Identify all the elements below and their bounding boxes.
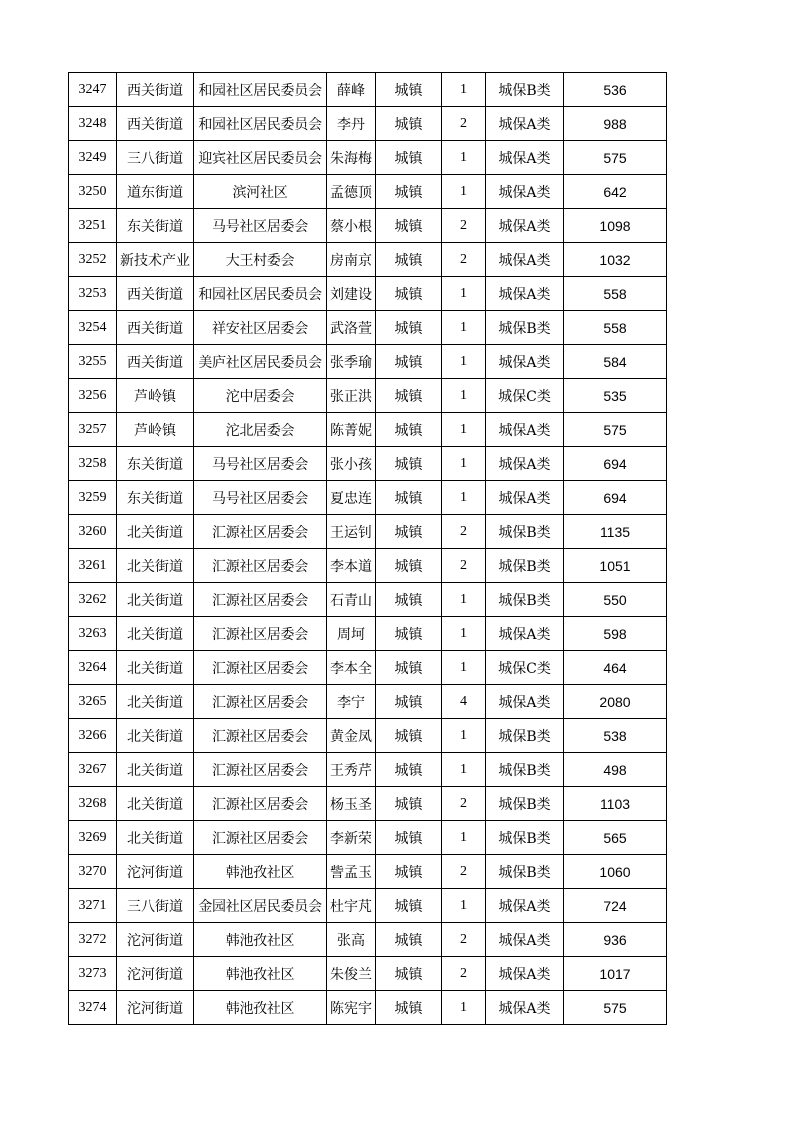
member-count-cell: 2 — [442, 787, 486, 821]
member-count-cell: 1 — [442, 345, 486, 379]
street-cell: 北关街道 — [117, 651, 194, 685]
street-cell: 西关街道 — [117, 73, 194, 107]
table-row — [69, 923, 667, 957]
record-id-cell: 3260 — [69, 515, 117, 549]
name-cell: 张小孩 — [327, 447, 376, 481]
community-cell: 祥安社区居委会 — [194, 311, 327, 345]
record-id-cell: 3252 — [69, 243, 117, 277]
member-count-cell: 1 — [442, 277, 486, 311]
subsidy-category-cell: 城保B类 — [486, 719, 564, 753]
table-row — [69, 73, 667, 107]
street-cell: 沱河街道 — [117, 957, 194, 991]
household-type-cell: 城镇 — [376, 345, 442, 379]
record-id-cell: 3261 — [69, 549, 117, 583]
name-cell: 朱海梅 — [327, 141, 376, 175]
subsidy-category-cell: 城保A类 — [486, 889, 564, 923]
name-cell: 杨玉圣 — [327, 787, 376, 821]
name-cell: 刘建设 — [327, 277, 376, 311]
community-cell: 马号社区居委会 — [194, 481, 327, 515]
amount-cell: 536 — [564, 73, 667, 107]
community-cell: 滨河社区 — [194, 175, 327, 209]
record-id-cell: 3273 — [69, 957, 117, 991]
amount-cell: 464 — [564, 651, 667, 685]
household-type-cell: 城镇 — [376, 481, 442, 515]
street-cell: 芦岭镇 — [117, 379, 194, 413]
member-count-cell: 1 — [442, 175, 486, 209]
street-cell: 沱河街道 — [117, 923, 194, 957]
street-cell: 北关街道 — [117, 617, 194, 651]
name-cell: 薛峰 — [327, 73, 376, 107]
household-type-cell: 城镇 — [376, 413, 442, 447]
street-cell: 北关街道 — [117, 549, 194, 583]
subsidy-category-cell: 城保A类 — [486, 277, 564, 311]
subsidy-category-cell: 城保A类 — [486, 991, 564, 1025]
community-cell: 大王村委会 — [194, 243, 327, 277]
amount-cell: 694 — [564, 447, 667, 481]
name-cell: 蔡小根 — [327, 209, 376, 243]
subsidy-category-cell: 城保A类 — [486, 923, 564, 957]
street-cell: 东关街道 — [117, 481, 194, 515]
amount-cell: 535 — [564, 379, 667, 413]
table-row — [69, 583, 667, 617]
table-row — [69, 481, 667, 515]
household-type-cell: 城镇 — [376, 719, 442, 753]
table-row — [69, 379, 667, 413]
record-id-cell: 3257 — [69, 413, 117, 447]
community-cell: 汇源社区居委会 — [194, 583, 327, 617]
member-count-cell: 4 — [442, 685, 486, 719]
table-row — [69, 685, 667, 719]
name-cell: 周坷 — [327, 617, 376, 651]
subsidy-category-cell: 城保A类 — [486, 209, 564, 243]
record-id-cell: 3272 — [69, 923, 117, 957]
record-id-cell: 3266 — [69, 719, 117, 753]
amount-cell: 575 — [564, 141, 667, 175]
street-cell: 道东街道 — [117, 175, 194, 209]
community-cell: 汇源社区居委会 — [194, 821, 327, 855]
table-row — [69, 957, 667, 991]
community-cell: 汇源社区居委会 — [194, 685, 327, 719]
member-count-cell: 2 — [442, 855, 486, 889]
amount-cell: 1135 — [564, 515, 667, 549]
amount-cell: 2080 — [564, 685, 667, 719]
amount-cell: 538 — [564, 719, 667, 753]
name-cell: 李丹 — [327, 107, 376, 141]
community-cell: 汇源社区居委会 — [194, 719, 327, 753]
amount-cell: 1103 — [564, 787, 667, 821]
member-count-cell: 1 — [442, 821, 486, 855]
street-cell: 西关街道 — [117, 277, 194, 311]
member-count-cell: 1 — [442, 991, 486, 1025]
community-cell: 和园社区居民委员会 — [194, 73, 327, 107]
community-cell: 沱中居委会 — [194, 379, 327, 413]
subsidy-category-cell: 城保B类 — [486, 311, 564, 345]
subsidy-category-cell: 城保B类 — [486, 583, 564, 617]
community-cell: 美庐社区居民委员会 — [194, 345, 327, 379]
subsidy-category-cell: 城保A类 — [486, 481, 564, 515]
table-row — [69, 549, 667, 583]
name-cell: 陈菁妮 — [327, 413, 376, 447]
table-row — [69, 651, 667, 685]
table-row — [69, 515, 667, 549]
subsidy-category-cell: 城保A类 — [486, 107, 564, 141]
household-type-cell: 城镇 — [376, 889, 442, 923]
household-type-cell: 城镇 — [376, 277, 442, 311]
table-row — [69, 243, 667, 277]
street-cell: 三八街道 — [117, 889, 194, 923]
community-cell: 韩池孜社区 — [194, 855, 327, 889]
table-row — [69, 719, 667, 753]
record-id-cell: 3254 — [69, 311, 117, 345]
member-count-cell: 1 — [442, 447, 486, 481]
table-row — [69, 991, 667, 1025]
member-count-cell: 1 — [442, 379, 486, 413]
name-cell: 杜宇芃 — [327, 889, 376, 923]
member-count-cell: 2 — [442, 209, 486, 243]
household-type-cell: 城镇 — [376, 583, 442, 617]
subsidy-category-cell: 城保B类 — [486, 549, 564, 583]
record-id-cell: 3270 — [69, 855, 117, 889]
name-cell: 石青山 — [327, 583, 376, 617]
recipient-table — [68, 72, 667, 1025]
name-cell: 黄金凤 — [327, 719, 376, 753]
record-id-cell: 3262 — [69, 583, 117, 617]
member-count-cell: 1 — [442, 719, 486, 753]
amount-cell: 1051 — [564, 549, 667, 583]
member-count-cell: 1 — [442, 481, 486, 515]
name-cell: 王运钊 — [327, 515, 376, 549]
table-row — [69, 175, 667, 209]
member-count-cell: 1 — [442, 311, 486, 345]
subsidy-category-cell: 城保A类 — [486, 413, 564, 447]
subsidy-category-cell: 城保A类 — [486, 243, 564, 277]
subsidy-category-cell: 城保A类 — [486, 685, 564, 719]
community-cell: 汇源社区居委会 — [194, 651, 327, 685]
record-id-cell: 3274 — [69, 991, 117, 1025]
community-cell: 汇源社区居委会 — [194, 753, 327, 787]
member-count-cell: 1 — [442, 413, 486, 447]
name-cell: 张季瑜 — [327, 345, 376, 379]
member-count-cell: 2 — [442, 107, 486, 141]
street-cell: 沱河街道 — [117, 855, 194, 889]
household-type-cell: 城镇 — [376, 685, 442, 719]
amount-cell: 988 — [564, 107, 667, 141]
table-row — [69, 447, 667, 481]
amount-cell: 598 — [564, 617, 667, 651]
member-count-cell: 1 — [442, 141, 486, 175]
community-cell: 马号社区居委会 — [194, 209, 327, 243]
amount-cell: 1032 — [564, 243, 667, 277]
name-cell: 李宁 — [327, 685, 376, 719]
household-type-cell: 城镇 — [376, 243, 442, 277]
member-count-cell: 2 — [442, 549, 486, 583]
subsidy-category-cell: 城保A类 — [486, 447, 564, 481]
record-id-cell: 3259 — [69, 481, 117, 515]
member-count-cell: 1 — [442, 753, 486, 787]
household-type-cell: 城镇 — [376, 175, 442, 209]
record-id-cell: 3265 — [69, 685, 117, 719]
community-cell: 汇源社区居委会 — [194, 549, 327, 583]
name-cell: 李新荣 — [327, 821, 376, 855]
name-cell: 王秀芹 — [327, 753, 376, 787]
household-type-cell: 城镇 — [376, 923, 442, 957]
amount-cell: 724 — [564, 889, 667, 923]
household-type-cell: 城镇 — [376, 753, 442, 787]
amount-cell: 558 — [564, 277, 667, 311]
name-cell: 张正洪 — [327, 379, 376, 413]
name-cell: 孟德顶 — [327, 175, 376, 209]
community-cell: 汇源社区居委会 — [194, 787, 327, 821]
community-cell: 迎宾社区居民委员会 — [194, 141, 327, 175]
street-cell: 北关街道 — [117, 753, 194, 787]
community-cell: 金园社区居民委员会 — [194, 889, 327, 923]
street-cell: 西关街道 — [117, 311, 194, 345]
street-cell: 北关街道 — [117, 821, 194, 855]
table-row — [69, 311, 667, 345]
table-row — [69, 821, 667, 855]
household-type-cell: 城镇 — [376, 209, 442, 243]
household-type-cell: 城镇 — [376, 957, 442, 991]
table-row — [69, 889, 667, 923]
table-row — [69, 413, 667, 447]
amount-cell: 1060 — [564, 855, 667, 889]
street-cell: 北关街道 — [117, 583, 194, 617]
record-id-cell: 3247 — [69, 73, 117, 107]
amount-cell: 558 — [564, 311, 667, 345]
member-count-cell: 2 — [442, 243, 486, 277]
community-cell: 马号社区居委会 — [194, 447, 327, 481]
community-cell: 汇源社区居委会 — [194, 617, 327, 651]
amount-cell: 575 — [564, 991, 667, 1025]
street-cell: 东关街道 — [117, 447, 194, 481]
street-cell: 西关街道 — [117, 107, 194, 141]
table-body — [69, 73, 667, 1025]
amount-cell: 694 — [564, 481, 667, 515]
member-count-cell: 1 — [442, 583, 486, 617]
name-cell: 陈宪宇 — [327, 991, 376, 1025]
subsidy-category-cell: 城保A类 — [486, 175, 564, 209]
subsidy-category-cell: 城保C类 — [486, 379, 564, 413]
household-type-cell: 城镇 — [376, 651, 442, 685]
household-type-cell: 城镇 — [376, 107, 442, 141]
member-count-cell: 2 — [442, 957, 486, 991]
amount-cell: 1098 — [564, 209, 667, 243]
record-id-cell: 3253 — [69, 277, 117, 311]
name-cell: 訾孟玉 — [327, 855, 376, 889]
community-cell: 和园社区居民委员会 — [194, 107, 327, 141]
record-id-cell: 3248 — [69, 107, 117, 141]
community-cell: 韩池孜社区 — [194, 957, 327, 991]
subsidy-category-cell: 城保A类 — [486, 957, 564, 991]
community-cell: 韩池孜社区 — [194, 923, 327, 957]
record-id-cell: 3269 — [69, 821, 117, 855]
household-type-cell: 城镇 — [376, 549, 442, 583]
amount-cell: 565 — [564, 821, 667, 855]
street-cell: 芦岭镇 — [117, 413, 194, 447]
community-cell: 韩池孜社区 — [194, 991, 327, 1025]
community-cell: 汇源社区居委会 — [194, 515, 327, 549]
street-cell: 北关街道 — [117, 515, 194, 549]
amount-cell: 498 — [564, 753, 667, 787]
table-row — [69, 855, 667, 889]
street-cell: 北关街道 — [117, 685, 194, 719]
community-cell: 和园社区居民委员会 — [194, 277, 327, 311]
household-type-cell: 城镇 — [376, 447, 442, 481]
subsidy-category-cell: 城保A类 — [486, 617, 564, 651]
community-cell: 沱北居委会 — [194, 413, 327, 447]
name-cell: 张高 — [327, 923, 376, 957]
table-row — [69, 753, 667, 787]
record-id-cell: 3258 — [69, 447, 117, 481]
member-count-cell: 1 — [442, 889, 486, 923]
table-row — [69, 107, 667, 141]
household-type-cell: 城镇 — [376, 515, 442, 549]
record-id-cell: 3263 — [69, 617, 117, 651]
record-id-cell: 3255 — [69, 345, 117, 379]
subsidy-category-cell: 城保A类 — [486, 141, 564, 175]
household-type-cell: 城镇 — [376, 821, 442, 855]
household-type-cell: 城镇 — [376, 787, 442, 821]
name-cell: 房南京 — [327, 243, 376, 277]
street-cell: 西关街道 — [117, 345, 194, 379]
amount-cell: 550 — [564, 583, 667, 617]
member-count-cell: 1 — [442, 73, 486, 107]
amount-cell: 936 — [564, 923, 667, 957]
name-cell: 朱俊兰 — [327, 957, 376, 991]
member-count-cell: 2 — [442, 923, 486, 957]
record-id-cell: 3267 — [69, 753, 117, 787]
amount-cell: 1017 — [564, 957, 667, 991]
household-type-cell: 城镇 — [376, 379, 442, 413]
street-cell: 东关街道 — [117, 209, 194, 243]
street-cell: 新技术产业 — [117, 243, 194, 277]
name-cell: 李本全 — [327, 651, 376, 685]
record-id-cell: 3264 — [69, 651, 117, 685]
street-cell: 北关街道 — [117, 787, 194, 821]
name-cell: 李本道 — [327, 549, 376, 583]
subsidy-category-cell: 城保B类 — [486, 515, 564, 549]
street-cell: 沱河街道 — [117, 991, 194, 1025]
amount-cell: 575 — [564, 413, 667, 447]
member-count-cell: 1 — [442, 617, 486, 651]
member-count-cell: 1 — [442, 651, 486, 685]
subsidy-category-cell: 城保B类 — [486, 753, 564, 787]
subsidy-category-cell: 城保B类 — [486, 821, 564, 855]
table-row — [69, 345, 667, 379]
table-row — [69, 617, 667, 651]
member-count-cell: 2 — [442, 515, 486, 549]
name-cell: 武洛萱 — [327, 311, 376, 345]
amount-cell: 584 — [564, 345, 667, 379]
household-type-cell: 城镇 — [376, 855, 442, 889]
street-cell: 三八街道 — [117, 141, 194, 175]
name-cell: 夏忠连 — [327, 481, 376, 515]
household-type-cell: 城镇 — [376, 991, 442, 1025]
record-id-cell: 3268 — [69, 787, 117, 821]
subsidy-category-cell: 城保B类 — [486, 855, 564, 889]
street-cell: 北关街道 — [117, 719, 194, 753]
record-id-cell: 3256 — [69, 379, 117, 413]
table-row — [69, 787, 667, 821]
household-type-cell: 城镇 — [376, 617, 442, 651]
table-row — [69, 277, 667, 311]
subsidy-category-cell: 城保A类 — [486, 345, 564, 379]
household-type-cell: 城镇 — [376, 311, 442, 345]
amount-cell: 642 — [564, 175, 667, 209]
table-row — [69, 141, 667, 175]
household-type-cell: 城镇 — [376, 141, 442, 175]
table-row — [69, 209, 667, 243]
subsidy-category-cell: 城保B类 — [486, 787, 564, 821]
subsidy-category-cell: 城保B类 — [486, 73, 564, 107]
record-id-cell: 3251 — [69, 209, 117, 243]
record-id-cell: 3250 — [69, 175, 117, 209]
record-id-cell: 3249 — [69, 141, 117, 175]
subsidy-category-cell: 城保C类 — [486, 651, 564, 685]
household-type-cell: 城镇 — [376, 73, 442, 107]
record-id-cell: 3271 — [69, 889, 117, 923]
